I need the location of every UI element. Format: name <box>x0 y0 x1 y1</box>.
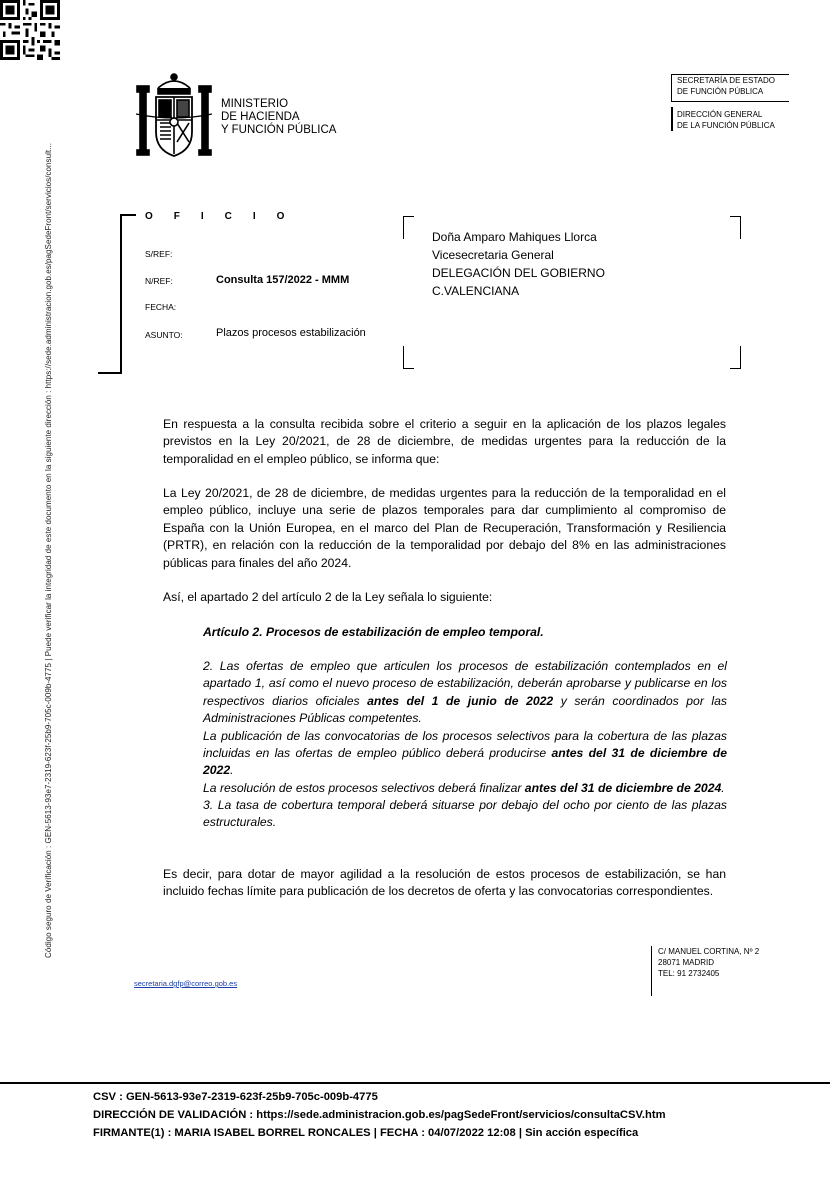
quote-paragraph-3: 3. La tasa de cobertura temporal deberá situarse por debajo del ocho por ciento de las plazas estructurales. <box>203 798 727 830</box>
email-link[interactable]: secretaria.dgfp@correo.gob.es <box>134 979 238 988</box>
ministry-name: MINISTERIO DE HACIENDA Y FUNCIÓN PÚBLICA <box>221 98 337 136</box>
footer-signer: FIRMANTE(1) : MARIA ISABEL BORREL RONCALES | FECHA : 04/07/2022 12:08 | Sin acción específica <box>93 1127 639 1139</box>
recipient-corner-bl <box>403 346 414 369</box>
asunto-value: Plazos procesos estabilización <box>216 327 366 339</box>
secretaria-label: SECRETARÍA DE ESTADO DE FUNCIÓN PÚBLICA <box>671 74 789 102</box>
oficio-bracket <box>120 214 122 374</box>
coat-of-arms-logo <box>134 70 214 162</box>
recipient-corner-tl <box>403 216 414 239</box>
direccion-divider <box>671 107 673 131</box>
oficio-title: OFICIO <box>145 211 306 222</box>
paragraph-intro: En respuesta a la consulta recibida sobre el criterio a seguir en la aplicación de los plazos legales previstos en la Ley 20/2021, de 28 de diciembre, de medidas urgentes para la reducción de la temporalidad en el empleo público, se informa que: <box>163 417 726 466</box>
quote-article-title: Artículo 2. Procesos de estabilización de empleo temporal. <box>203 625 544 639</box>
paragraph-conclusion: Es decir, para dotar de mayor agilidad a la resolución de estos procesos de estabilización, se han incluido fechas límite para publicación de los decretos de oferta y las convocatorias correspondientes. <box>163 867 726 899</box>
recipient-address: Doña Amparo Mahiques Llorca Vicesecretaria General DELEGACIÓN DEL GOBIERNO C.VALENCIANA <box>432 230 605 298</box>
direccion-label: DIRECCIÓN GENERAL DE LA FUNCIÓN PÚBLICA <box>677 110 775 130</box>
paragraph-law: La Ley 20/2021, de 28 de diciembre, de medidas urgentes para la reducción de la temporalidad en el empleo público, incluye una serie de plazos temporales para dar cumplimiento al compromiso de España con la Unión Europea, en el marco del Plan de Recuperación, Transformación y Resiliencia (PRTR), en relación con la reducción de la temporalidad por debajo del 8% en las administraciones públicas para finales del año 2024. <box>163 486 726 570</box>
recipient-corner-br <box>730 346 741 369</box>
qr-code-icon <box>0 0 60 60</box>
footer-validation-url[interactable]: DIRECCIÓN DE VALIDACIÓN : https://sede.administracion.gob.es/pagSedeFront/servicios/consultaCSV.htm <box>93 1109 666 1121</box>
side-verification-text: Código seguro de Verificación : GEN-5613-93e7-2319-623f-25b9-705c-009b-4775 | Puede verificar la integridad de este documento en la siguiente dirección : https://sede.administracion.gob.es/pagSedeFront/servicios/consult... <box>44 143 53 958</box>
oficio-bracket-top <box>120 214 136 216</box>
quote-paragraph-2: 2. Las ofertas de empleo que articulen los procesos de estabilización contemplados en el apartado 1, así como el nuevo proceso de estabilización, deberán aprobarse y publicarse en los respectivos diarios oficiales antes del 1 de junio de 2022 y serán coordinados por las Administraciones Públicas competentes. La publicación de las convocatorias de los procesos selectivos para la cobertura de las plazas incluidas en las ofertas de empleo público deberá producirse antes del 31 de diciembre de 2022. La resolución de estos procesos selectivos deberá finalizar antes del 31 de diciembre de 2024. <box>203 659 728 795</box>
sref-label: S/REF: <box>145 249 173 259</box>
office-address: C/ MANUEL CORTINA, Nº 2 28071 MADRID TEL: 91 2732405 <box>651 946 759 996</box>
nref-value: Consulta 157/2022 - MMM <box>216 274 350 286</box>
fecha-label: FECHA: <box>145 302 177 312</box>
recipient-corner-tr <box>730 216 741 239</box>
footer-csv: CSV : GEN-5613-93e7-2319-623f-25b9-705c-009b-4775 <box>93 1091 378 1103</box>
asunto-label: ASUNTO: <box>145 330 183 340</box>
footer-divider <box>0 1082 830 1084</box>
oficio-bracket-bottom <box>98 372 122 374</box>
paragraph-article-ref: Así, el apartado 2 del artículo 2 de la Ley señala lo siguiente: <box>163 590 493 604</box>
nref-label: N/REF: <box>145 276 173 286</box>
